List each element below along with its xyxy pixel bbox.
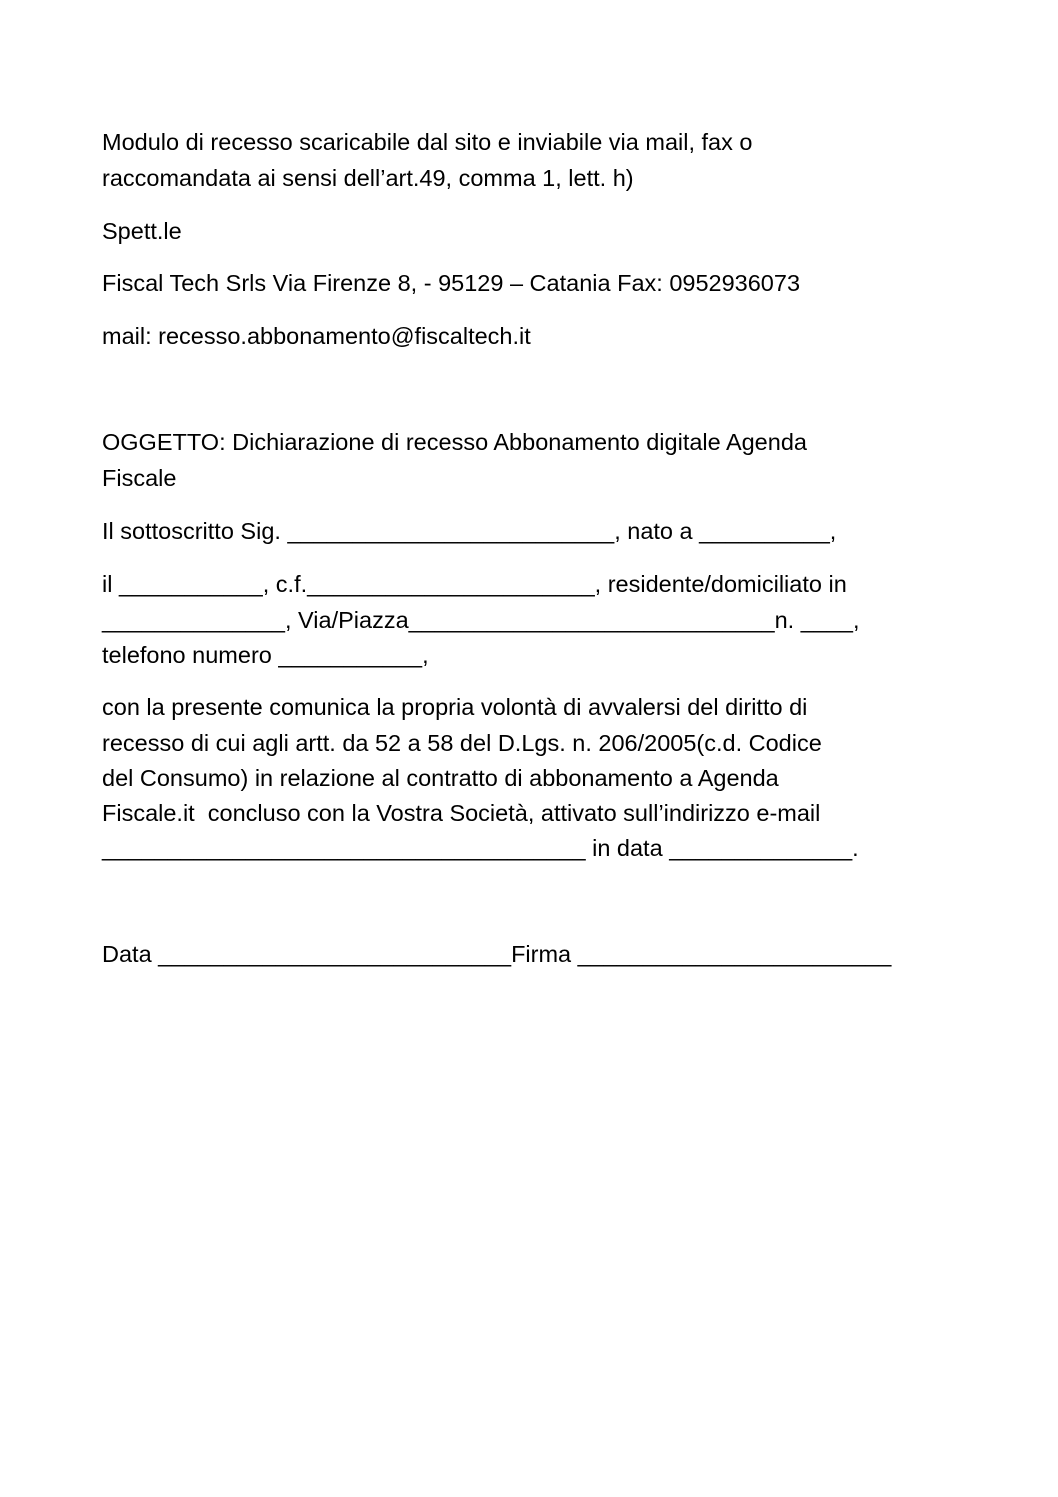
signature-blank: ________________________ [577, 941, 892, 967]
details-line-1: il ___________, c.f.______________________, residente/domiciliato in [102, 571, 847, 597]
declarant-line: Il sottoscritto Sig. _________________________, nato a __________, [102, 518, 837, 544]
subject-line-2: Fiscale [102, 465, 177, 491]
body-line-1: con la presente comunica la propria volontà di avvalersi del diritto di [102, 694, 808, 720]
body-line-3: del Consumo) in relazione al contratto di abbonamento a Agenda [102, 765, 779, 791]
body-line-2: recesso di cui agli artt. da 52 a 58 del D.Lgs. n. 206/2005(c.d. Codice [102, 730, 822, 756]
intro-text-line-2: raccomandata ai sensi dell’art.49, comma 1, lett. h) [102, 165, 634, 191]
body-line-4: Fiscale.it concluso con la Vostra Società, attivato sull’indirizzo e-mail [102, 800, 821, 826]
recipient-mail: mail: recesso.abbonamento@fiscaltech.it [102, 323, 531, 349]
body-line-5: _____________________________________ in data ______________. [102, 835, 859, 861]
salutation: Spett.le [102, 218, 182, 244]
date-signature-line [102, 939, 891, 969]
date-label: Data [102, 941, 152, 967]
details-line-3: telefono numero ___________, [102, 642, 429, 668]
signature-label: Firma [511, 941, 572, 967]
details-line-2: ______________, Via/Piazza____________________________n. ____, [102, 607, 860, 633]
recipient-address: Fiscal Tech Srls Via Firenze 8, - 95129 – Catania Fax: 0952936073 [102, 270, 801, 296]
subject-line-1: OGGETTO: Dichiarazione di recesso Abbonamento digitale Agenda [102, 429, 807, 455]
intro-text-line-1: Modulo di recesso scaricabile dal sito e inviabile via mail, fax o [102, 129, 753, 155]
date-blank: ___________________________ [158, 941, 512, 967]
